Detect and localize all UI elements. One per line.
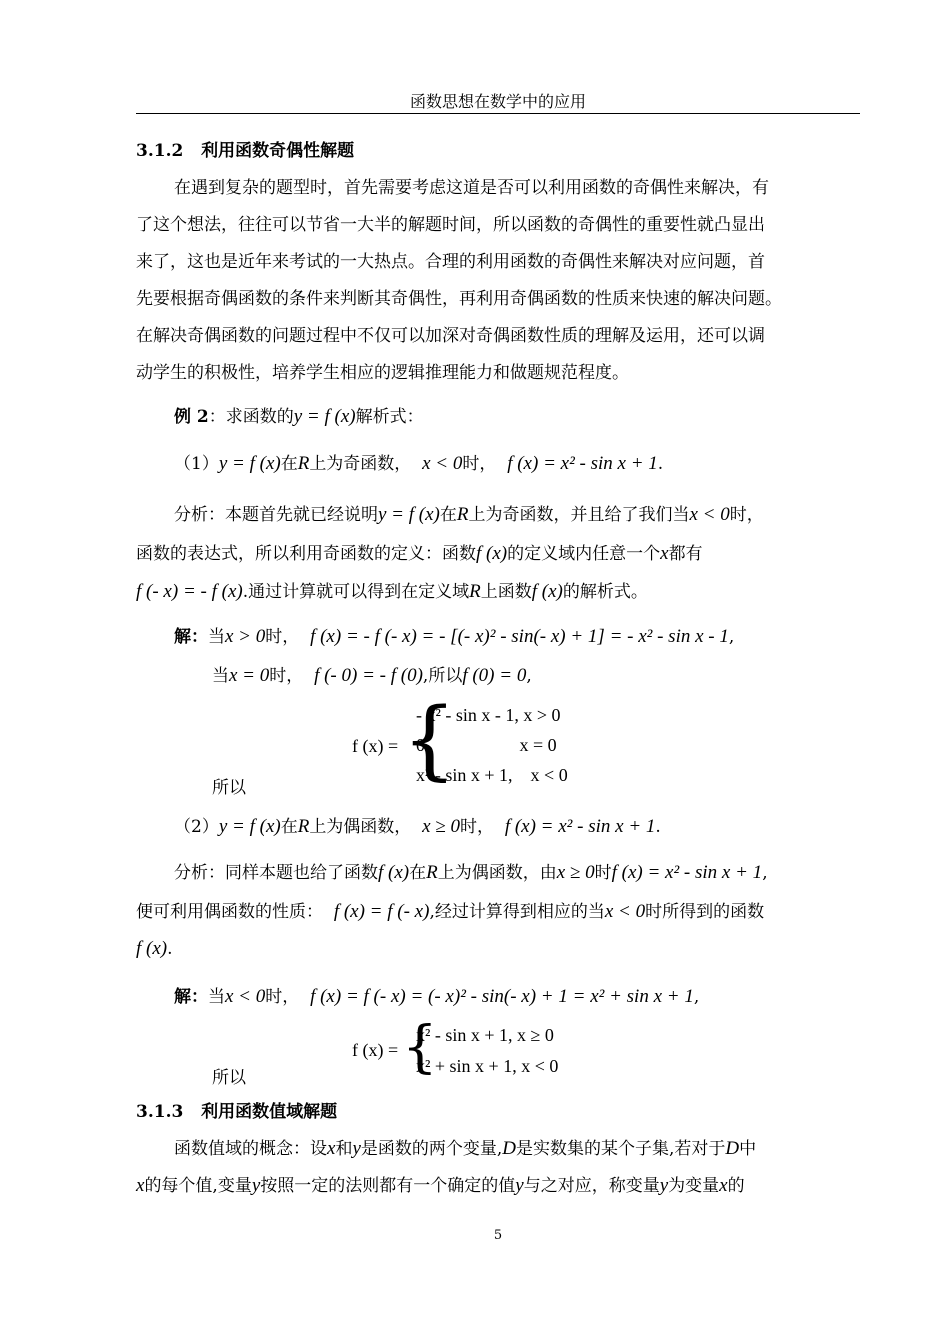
text: ,: [526, 666, 532, 686]
symbol-R: R: [426, 862, 438, 883]
solution-colon: ：: [191, 987, 208, 1007]
piecewise-row: x² + sin x + 1, x < 0: [416, 1056, 559, 1076]
question-number: （1）: [174, 454, 219, 474]
condition: x ≥ 0: [422, 816, 460, 837]
page-number: 5: [493, 1228, 503, 1243]
formula: f (0) = 0: [462, 665, 527, 686]
text: ,: [728, 627, 735, 647]
left-brace: {: [402, 690, 457, 790]
example-colon: ：: [208, 407, 226, 427]
formula: f (- 0) = - f (0): [314, 665, 423, 686]
section-number: 3.1.3: [136, 1102, 184, 1122]
text: 在: [280, 454, 298, 474]
text: 当: [208, 627, 225, 647]
running-header: 函数思想在数学中的应用: [409, 92, 586, 111]
paragraph-line: 动学生的积极性，培养学生相应的逻辑推理能力和做题规范程度。: [136, 363, 629, 383]
paragraph-line: 先要根据奇偶函数的条件来判断其奇偶性，再利用奇偶函数的性质来快速的解决问题。: [136, 289, 782, 309]
formula: f (x) = f (- x): [333, 901, 430, 922]
solution-1-line-1: [174, 625, 734, 649]
analysis-1-line-2: [136, 542, 703, 566]
symbol-R: R: [297, 453, 310, 474]
text: 和: [335, 1139, 353, 1159]
text: 当: [208, 987, 225, 1007]
formula: f (x): [136, 938, 168, 959]
example-2-line: [174, 405, 424, 429]
condition: x ≥ 0: [556, 862, 595, 883]
paragraph-line: 在解决奇偶函数的问题过程中不仅可以加深对奇偶函数性质的理解及运用，还可以调: [136, 326, 765, 346]
condition: x = 0: [229, 665, 270, 686]
formula: f (x) = f (- x) = (- x)² - sin(- x) + 1 = x² + sin x + 1: [310, 986, 694, 1007]
text: ,所以: [422, 666, 463, 686]
piecewise-row: - x² - sin x - 1, x > 0: [416, 705, 561, 725]
text: 在: [280, 817, 298, 837]
paragraph-line: 了这个想法，往往可以节省一大半的解题时间，所以函数的奇偶性的重要性就凸显出: [136, 215, 765, 235]
paragraph-line: 在遇到复杂的题型时，首先需要考虑这道是否可以利用函数的奇偶性来解决，有: [174, 178, 769, 198]
text: 当: [212, 666, 229, 686]
formula: f (- x) = - f (x): [136, 581, 243, 602]
text: 为变量: [668, 1176, 720, 1196]
text: 是实数集的某个子集,若对于: [516, 1139, 726, 1159]
text: 上为偶函数，由: [437, 863, 557, 883]
section-title: 利用函数值域解题: [201, 1102, 338, 1122]
header-rule: [136, 113, 860, 114]
section-heading-3-1-2: [136, 139, 354, 163]
symbol-x: x: [136, 1175, 145, 1196]
text: 便可利用偶函数的性质：: [136, 902, 323, 922]
symbol-R: R: [469, 581, 481, 602]
text: 上为偶函数，: [309, 817, 412, 837]
text: 时，: [265, 987, 300, 1007]
analysis-1-line-3: [136, 580, 648, 604]
symbol-R: R: [297, 816, 310, 837]
symbol-y: y: [251, 1175, 261, 1196]
section-heading-3-1-3: [136, 1100, 337, 1124]
text: 时，: [265, 627, 300, 647]
solution-label: 解: [174, 987, 191, 1007]
symbol-R: R: [456, 504, 469, 525]
symbol-x: x: [660, 543, 669, 564]
text: 按照一定的法则都有一个确定的值: [260, 1176, 516, 1196]
text: 在: [439, 505, 457, 525]
text: .: [655, 817, 661, 837]
text: ,: [693, 987, 700, 1007]
paragraph-line: 来了，这也是近年来考试的一大热点。合理的利用函数的奇偶性来解决对应问题，首: [136, 252, 765, 272]
paragraph-3-line-1: [174, 1137, 756, 1161]
symbol-x: x: [719, 1175, 728, 1196]
text: 在: [409, 863, 427, 883]
text: 时，: [269, 666, 304, 686]
condition: x > 0: [225, 626, 266, 647]
solution-colon: ：: [191, 627, 208, 647]
text: 分析：本题首先就已经说明: [174, 505, 378, 525]
text: 与之对应，称变量: [523, 1176, 660, 1196]
text: 时，: [460, 817, 494, 837]
solution-label: 解: [174, 627, 191, 647]
piecewise-row: x² - sin x + 1, x < 0: [416, 765, 568, 785]
text: ,: [762, 863, 768, 883]
text: 都有: [668, 544, 703, 564]
analysis-2-line-1: [174, 861, 768, 885]
paragraph-3-line-2: [136, 1174, 745, 1198]
text: 是函数的两个变量,: [360, 1139, 503, 1159]
example-text: 解析式：: [355, 407, 424, 427]
text: 的定义域内任意一个: [507, 544, 661, 564]
formula: f (x): [476, 543, 508, 564]
text: 函数的表达式，所以利用奇函数的定义：函数: [136, 544, 476, 564]
formula: y = f (x): [218, 453, 281, 474]
formula: y = f (x): [293, 406, 356, 427]
text: 上为奇函数，并且给了我们当: [468, 505, 690, 525]
text: 函数值域的概念：设: [174, 1139, 327, 1159]
symbol-y: y: [515, 1175, 524, 1196]
condition: x < 0: [225, 986, 266, 1007]
question-1-line: [174, 452, 663, 476]
text: 的: [727, 1176, 745, 1196]
symbol-y: y: [659, 1175, 669, 1196]
text: 时: [594, 863, 612, 883]
symbol-y: y: [352, 1138, 361, 1159]
piecewise-lhs: f (x) =: [352, 736, 399, 756]
condition: x < 0: [604, 901, 646, 922]
analysis-2-line-2: [136, 900, 764, 924]
question-number: （2）: [174, 817, 219, 837]
piecewise-lhs: f (x) =: [352, 1040, 399, 1060]
text: 上函数: [480, 582, 532, 602]
condition: x < 0: [689, 504, 730, 525]
left-brace: {: [402, 1015, 438, 1080]
formula: f (x) = - f (- x) = - [(- x)² - sin(- x) + 1] = - x² - sin x - 1: [310, 626, 729, 647]
symbol-D: D: [725, 1138, 740, 1159]
text: 上为奇函数，: [309, 454, 412, 474]
solution-2-line-1: [174, 985, 699, 1009]
analysis-2-line-3: [136, 937, 173, 961]
section-title: 利用函数奇偶性解题: [201, 141, 355, 161]
text: 的解析式。: [562, 582, 648, 602]
text: 时所得到的函数: [645, 902, 765, 922]
example-text: 求函数的: [225, 407, 294, 427]
piecewise-row: x² - sin x + 1, x ≥ 0: [416, 1025, 554, 1045]
piecewise-row: 0, x = 0: [416, 735, 557, 755]
text: 时，: [729, 505, 764, 525]
formula: f (x) = x² - sin x + 1: [507, 453, 658, 474]
so-label: 所以: [212, 1068, 246, 1088]
text: 中: [739, 1139, 757, 1159]
text: ,经过计算得到相应的当: [429, 902, 605, 922]
symbol-D: D: [502, 1138, 517, 1159]
section-number: 3.1.2: [136, 141, 184, 161]
formula: f (x): [378, 862, 410, 883]
text: 分析：同样本题也给了函数: [174, 863, 378, 883]
so-label: 所以: [212, 778, 246, 798]
text: .通过计算就可以得到在定义域: [242, 582, 470, 602]
symbol-x: x: [327, 1138, 336, 1159]
analysis-1-line-1: [174, 503, 764, 527]
formula: f (x) = x² - sin x + 1: [504, 816, 656, 837]
formula: y = f (x): [218, 816, 281, 837]
formula: f (x): [531, 581, 563, 602]
solution-1-line-2: [212, 664, 532, 688]
formula: f (x) = x² - sin x + 1: [611, 862, 763, 883]
text: 时，: [462, 454, 497, 474]
text: 的每个值,变量: [144, 1176, 252, 1196]
example-label: 例 2: [174, 407, 209, 427]
question-2-line: [174, 815, 661, 839]
text: .: [167, 939, 173, 959]
text: .: [657, 454, 664, 474]
condition: x < 0: [422, 453, 463, 474]
formula: y = f (x): [378, 504, 440, 525]
